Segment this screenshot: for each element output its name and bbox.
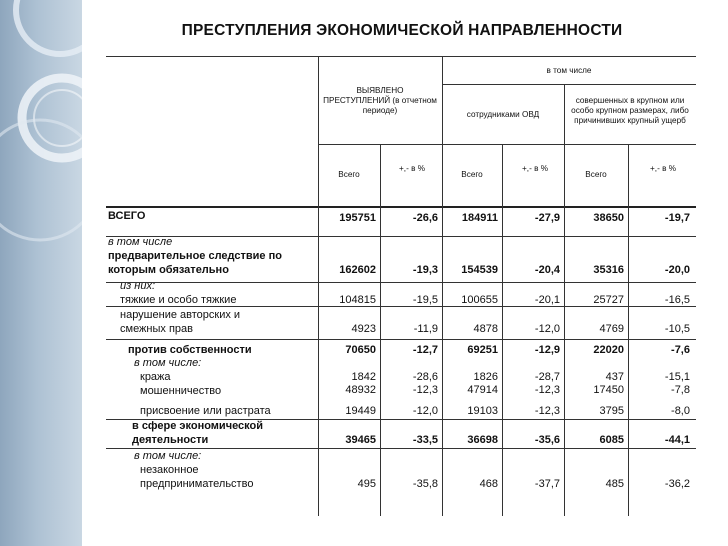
cell: 19449 xyxy=(345,405,376,417)
cell: 17450 xyxy=(593,384,624,396)
row-rule xyxy=(106,448,696,449)
including-rule xyxy=(442,84,696,85)
table-top-rule xyxy=(106,56,696,57)
cell: -44,1 xyxy=(664,434,690,446)
cell: 69251 xyxy=(467,344,498,356)
row-label-property: против собственности xyxy=(128,344,252,356)
header-total: Всего xyxy=(461,170,483,179)
cell: -12,3 xyxy=(534,384,560,396)
cell: -19,7 xyxy=(664,212,690,224)
cell: -20,1 xyxy=(534,294,560,306)
row-label-econ-2: деятельности xyxy=(132,434,209,446)
cell: -15,1 xyxy=(664,371,690,383)
cell: -16,5 xyxy=(664,294,690,306)
cell: -33,5 xyxy=(412,434,438,446)
row-note: в том числе: xyxy=(134,357,202,369)
row-label-grave: тяжкие и особо тяжкие xyxy=(120,294,237,306)
page-title: ПРЕСТУПЛЕНИЯ ЭКОНОМИЧЕСКОЙ НАПРАВЛЕННОСТИ xyxy=(181,22,623,39)
cell: 1826 xyxy=(473,371,498,383)
cell: 468 xyxy=(479,478,498,490)
header-total: Всего xyxy=(338,170,360,179)
row-rule xyxy=(106,282,696,283)
header-detected: ВЫЯВЛЕНО ПРЕСТУПЛЕНИЙ (в отчетном периоде) xyxy=(323,86,437,115)
cell: 35316 xyxy=(593,264,624,276)
cell: -20,0 xyxy=(664,264,690,276)
row-label-copyright-2: смежных прав xyxy=(120,323,193,335)
cell: -28,6 xyxy=(412,371,438,383)
cell: -12,0 xyxy=(412,405,438,417)
cell: 154539 xyxy=(461,264,498,276)
header-large-scale: совершенных в крупном или особо крупном размерах, либо причинивших крупный ущерб xyxy=(571,96,689,125)
header-including: в том числе xyxy=(546,66,592,75)
cell: 19103 xyxy=(467,405,498,417)
cell: 38650 xyxy=(593,212,624,224)
decorative-sidebar xyxy=(0,0,82,546)
cell: -28,7 xyxy=(534,371,560,383)
cell: 4878 xyxy=(473,323,498,335)
cell: -35,6 xyxy=(534,434,560,446)
row-rule xyxy=(106,236,696,237)
row-label-copyright: нарушение авторских и xyxy=(120,309,241,321)
cell: 70650 xyxy=(345,344,376,356)
cell: -7,8 xyxy=(671,384,690,396)
cell: -11,9 xyxy=(413,323,438,335)
cell: 3795 xyxy=(599,405,624,417)
col-rule xyxy=(442,56,443,516)
cell: -12,0 xyxy=(534,323,560,335)
cell: -10,5 xyxy=(664,323,690,335)
cell: -27,9 xyxy=(534,212,560,224)
col-rule xyxy=(318,56,319,516)
header-total: Всего xyxy=(585,170,607,179)
header-pct: +,- в % xyxy=(650,164,676,173)
cell: 4923 xyxy=(351,323,376,335)
cell: 6085 xyxy=(599,434,624,446)
header-bottom-rule xyxy=(106,206,696,208)
cell: 485 xyxy=(605,478,624,490)
row-label-total: ВСЕГО xyxy=(108,210,146,222)
cell: 22020 xyxy=(593,344,624,356)
cell: 184911 xyxy=(461,212,498,224)
cell: 39465 xyxy=(345,434,376,446)
cell: -19,5 xyxy=(412,294,438,306)
row-label-embezzle: присвоение или растрата xyxy=(140,405,271,417)
row-label-econ: в сфере экономической xyxy=(132,420,264,432)
header-pct: +,- в % xyxy=(522,164,548,173)
cell: -7,6 xyxy=(671,344,690,356)
cell: 495 xyxy=(357,478,376,490)
row-note: в том числе: xyxy=(134,450,202,462)
cell: 47914 xyxy=(467,384,498,396)
cell: 36698 xyxy=(467,434,498,446)
cell: 195751 xyxy=(339,212,376,224)
cell: -37,7 xyxy=(534,478,560,490)
header-pct: +,- в % xyxy=(399,164,425,173)
cell: -12,7 xyxy=(412,344,438,356)
cell: 437 xyxy=(605,371,624,383)
row-label-prelim-2: которым обязательно xyxy=(108,264,229,276)
cell: 25727 xyxy=(593,294,624,306)
row-note: в том числе xyxy=(108,236,173,248)
cell: 104815 xyxy=(339,294,376,306)
cell: -8,0 xyxy=(671,405,690,417)
cell: -12,3 xyxy=(412,384,438,396)
cell: -19,3 xyxy=(412,264,438,276)
cell: -36,2 xyxy=(664,478,690,490)
cell: 48932 xyxy=(345,384,376,396)
crime-table xyxy=(106,56,696,516)
row-label-illegal-2: предпринимательство xyxy=(140,478,254,490)
row-label-theft: кража xyxy=(140,371,171,383)
row-label-illegal: незаконное xyxy=(140,464,199,476)
row-rule xyxy=(106,339,696,340)
cell: 4769 xyxy=(599,323,624,335)
cell: -26,6 xyxy=(412,212,438,224)
cell: 100655 xyxy=(461,294,498,306)
cell: -12,3 xyxy=(534,405,560,417)
decorative-circles xyxy=(0,0,82,546)
cell: 162602 xyxy=(339,264,376,276)
cell: -20,4 xyxy=(534,264,560,276)
header-by-ovd: сотрудниками ОВД xyxy=(466,110,540,119)
cell: -35,8 xyxy=(412,478,438,490)
cell: -12,9 xyxy=(534,344,560,356)
cell: 1842 xyxy=(351,371,376,383)
subheader-rule xyxy=(318,144,696,145)
row-note: из них: xyxy=(120,280,156,292)
row-label-prelim: предварительное следствие по xyxy=(108,250,282,262)
row-label-fraud: мошенничество xyxy=(140,385,222,397)
